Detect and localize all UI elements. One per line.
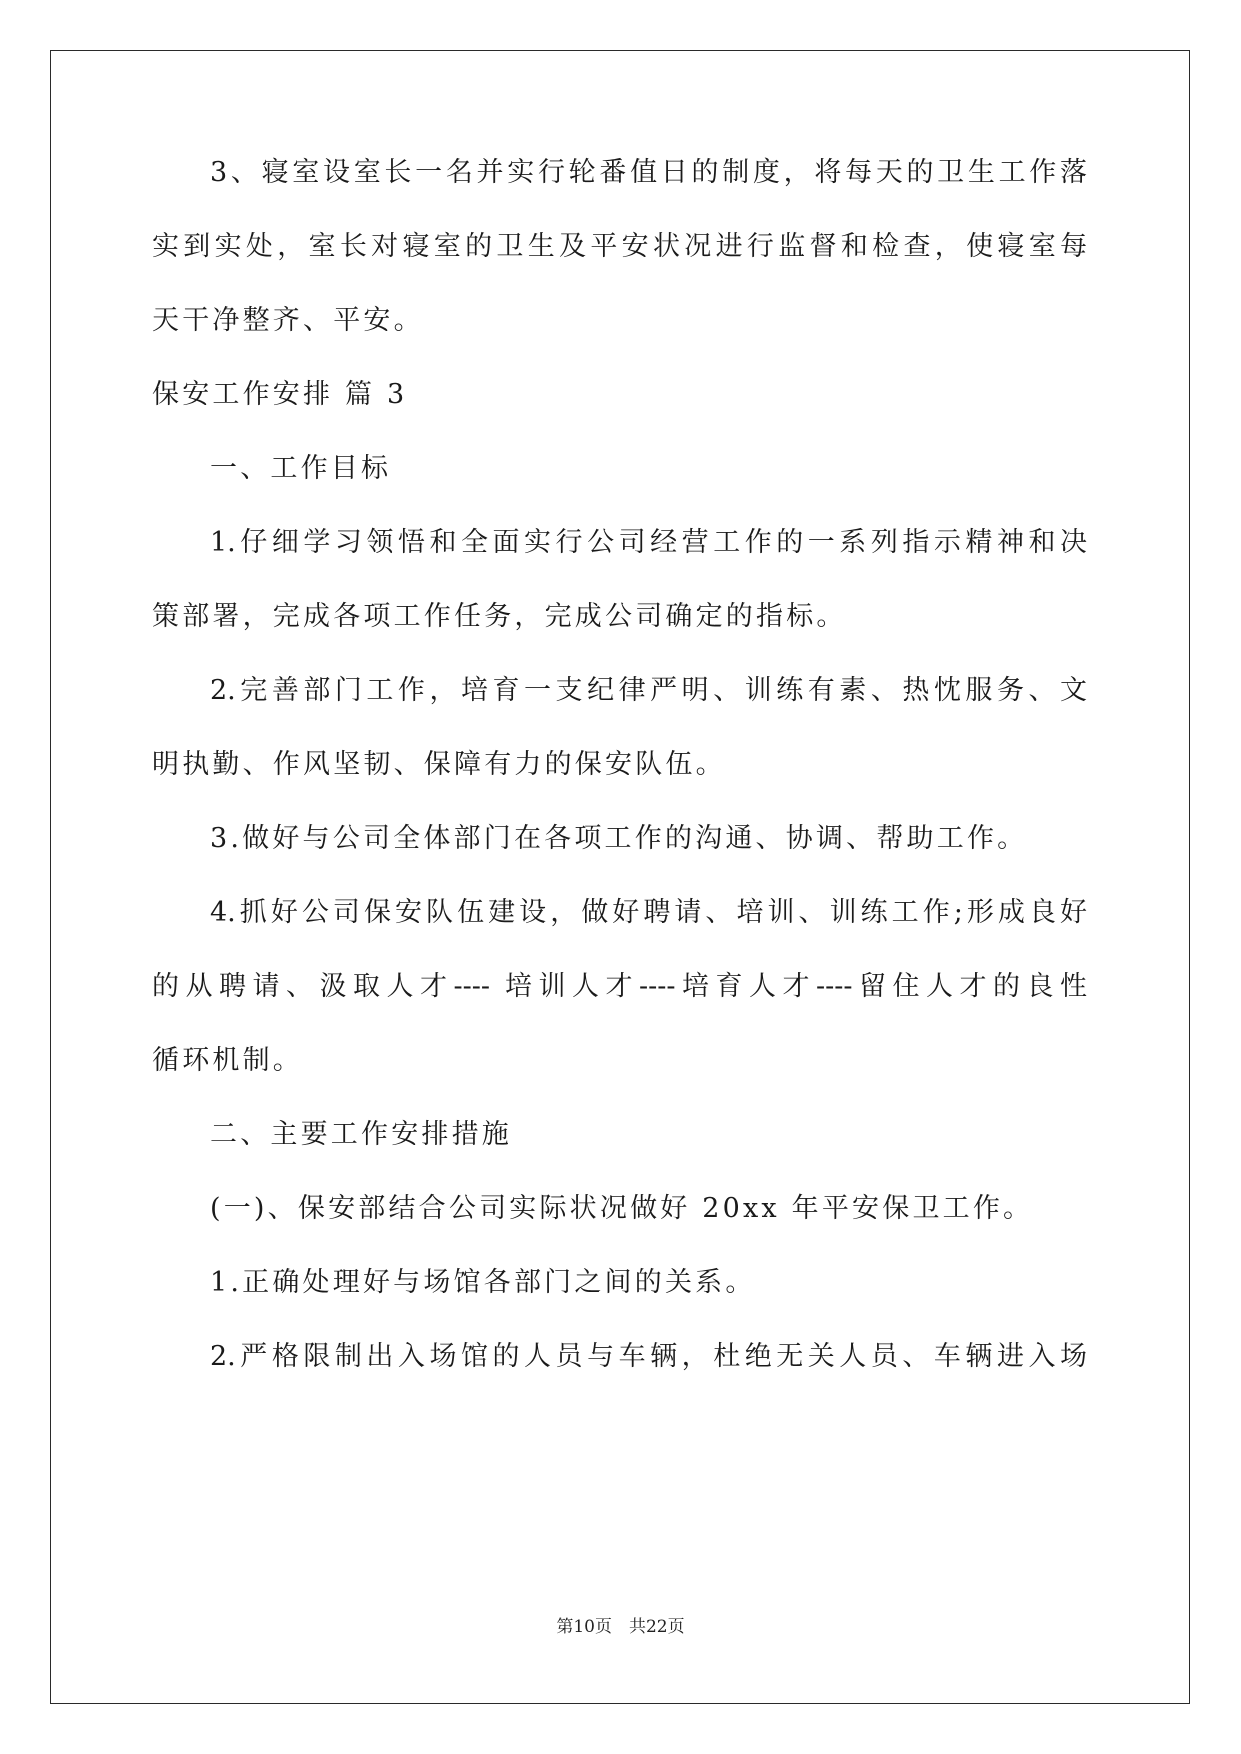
page-border [50,50,1190,1704]
paragraph-line-12: 的从聘请、汲取人才---- 培训人才----培育人才----留住人才的良性 [152,971,1087,1002]
paragraph-line-17: 2.严格限制出入场馆的人员与车辆，杜绝无关人员、车辆进入场 [210,1341,1087,1372]
paragraph-line-15: (一)、保安部结合公司实际状况做好 20xx 年平安保卫工作。 [210,1193,1034,1224]
paragraph-line-7: 策部署，完成各项工作任务，完成公司确定的指标。 [152,601,847,632]
paragraph-line-11: 4.抓好公司保安队伍建设，做好聘请、培训、训练工作;形成良好 [210,897,1087,928]
page-number-footer: 第10页 共22页 [556,1617,685,1637]
paragraph-line-9: 明执勤、作风坚韧、保障有力的保安队伍。 [152,749,726,780]
paragraph-line-10: 3.做好与公司全体部门在各项工作的沟通、协调、帮助工作。 [210,823,1028,854]
subheading-measures: 二、主要工作安排措施 [210,1119,512,1150]
paragraph-line-1: 3、寝室设室长一名并实行轮番值日的制度，将每天的卫生工作落 [210,157,1087,188]
paragraph-line-8: 2.完善部门工作，培育一支纪律严明、训练有素、热忱服务、文 [210,675,1087,706]
paragraph-line-2: 实到实处，室长对寝室的卫生及平安状况进行监督和检查，使寝室每 [152,231,1087,262]
paragraph-line-13: 循环机制。 [152,1045,303,1076]
section-heading: 保安工作安排 篇 3 [152,379,408,410]
paragraph-line-3: 天干净整齐、平安。 [152,305,424,336]
subheading-goals: 一、工作目标 [210,453,392,484]
paragraph-line-16: 1.正确处理好与场馆各部门之间的关系。 [210,1267,756,1298]
paragraph-line-6: 1.仔细学习领悟和全面实行公司经营工作的一系列指示精神和决 [210,527,1087,558]
